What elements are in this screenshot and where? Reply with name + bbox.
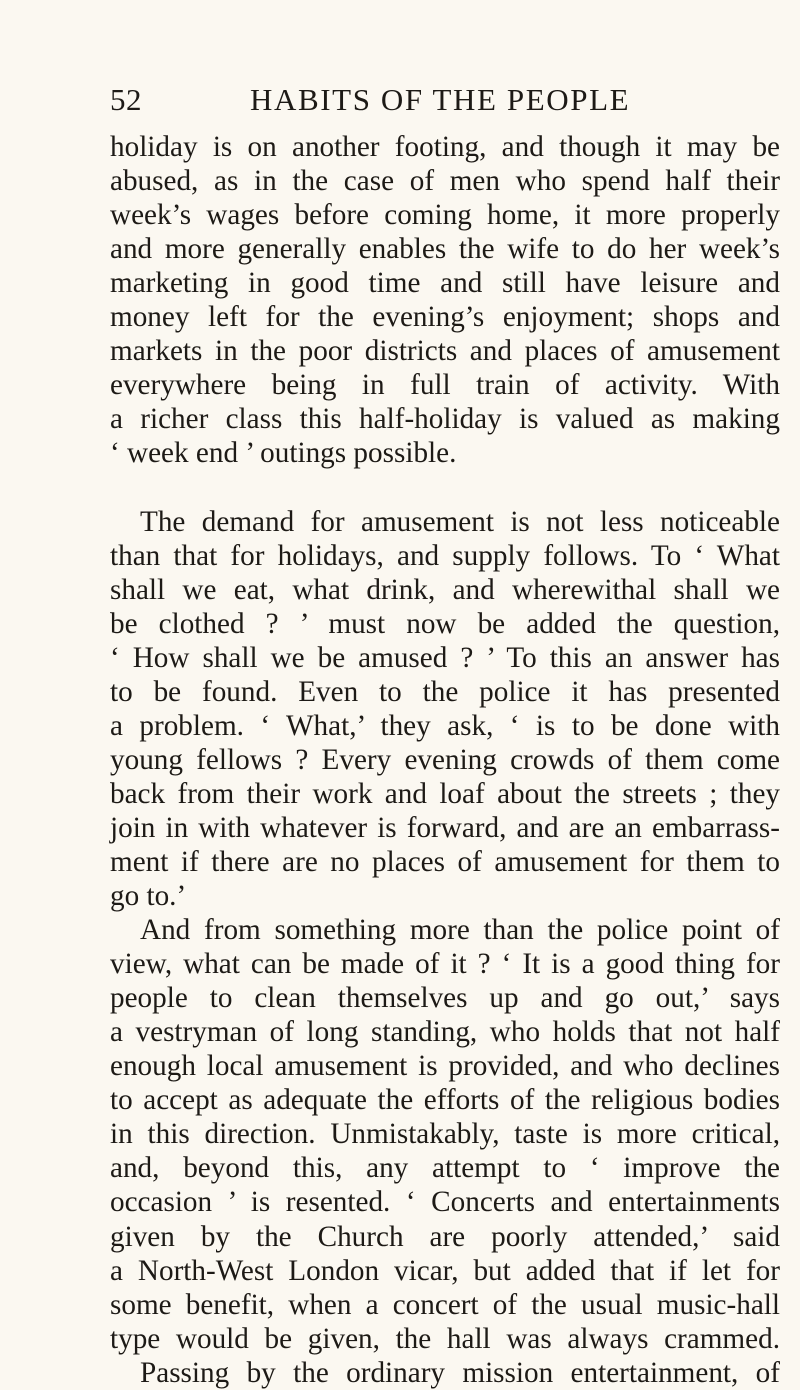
text-line: in this direction. Unmistakably, taste is more critical, [110,1118,780,1151]
text-line: and, beyond this, any attempt to ‘ improve the [110,1152,780,1185]
text-line: a vestryman of long standing, who holds that not half [110,1016,780,1049]
text-line: ‘ How shall we be amused ? ’ To this an answer has [110,641,780,674]
text-line: The demand for amusement is not less noticeable [140,505,780,538]
text-line: markets in the poor districts and places of amusement [110,335,780,368]
running-head [110,82,770,122]
text-line: given by the Church are poorly attended,’ said [110,1220,780,1253]
text-line: than that for holidays, and supply follows. To ‘ What [110,539,780,572]
text-line: And from something more than the police point of [140,914,780,947]
text-line: to accept as adequate the efforts of the religious bodies [110,1084,780,1117]
text-line: and more generally enables the wife to do her week’s [110,233,780,266]
text-line: abused, as in the case of men who spend half their [110,165,780,198]
text-line: holiday is on another footing, and though it may be [110,131,780,163]
paragraph-gap [110,470,780,504]
text-line: go to.’ [110,880,187,913]
text-line: money left for the evening’s enjoyment; shops and [110,301,780,334]
text-line: young fellows ? Every evening crowds of them come [110,743,780,776]
text-line: enough local amusement is provided, and who declines [110,1050,780,1083]
text-line: a richer class this half-holiday is valued as making [110,403,780,436]
text-line: join in with whatever is forward, and are an embarrass- [110,811,780,844]
text-line: ment if there are no places of amusement for them to [110,845,780,878]
text-line: to be found. Even to the police it has presented [110,675,780,708]
text-line: a North-West London vicar, but added that if let for [110,1254,780,1287]
text-line: everywhere being in full train of activity. With [110,369,780,402]
text-line: be clothed ? ’ must now be added the question, [110,607,780,640]
body-text [110,130,780,1390]
text-line: people to clean themselves up and go out,’ says [110,982,780,1015]
page-number: 52 [110,82,142,117]
text-line: shall we eat, what drink, and wherewithal shall we [110,573,780,606]
text-line: marketing in good time and still have leisure and [110,267,780,300]
text-line: view, what can be made of it ? ‘ It is a good thing for [110,948,780,981]
text-line: some benefit, when a concert of the usual music-hall [110,1288,780,1321]
text-line: type would be given, the hall was always crammed. [110,1322,780,1355]
text-line: week’s wages before coming home, it more properly [110,199,780,232]
text-line: occasion ’ is resented. ‘ Concerts and entertainments [110,1186,780,1219]
text-line: Passing by the ordinary mission entertainment, of [140,1356,780,1389]
text-line: a problem. ‘ What,’ they ask, ‘ is to be done with [110,709,780,742]
text-line: back from their work and loaf about the streets ; they [110,777,780,810]
text-line: ‘ week end ’ outings possible. [110,437,457,470]
running-title: HABITS OF THE PEOPLE [250,82,631,117]
